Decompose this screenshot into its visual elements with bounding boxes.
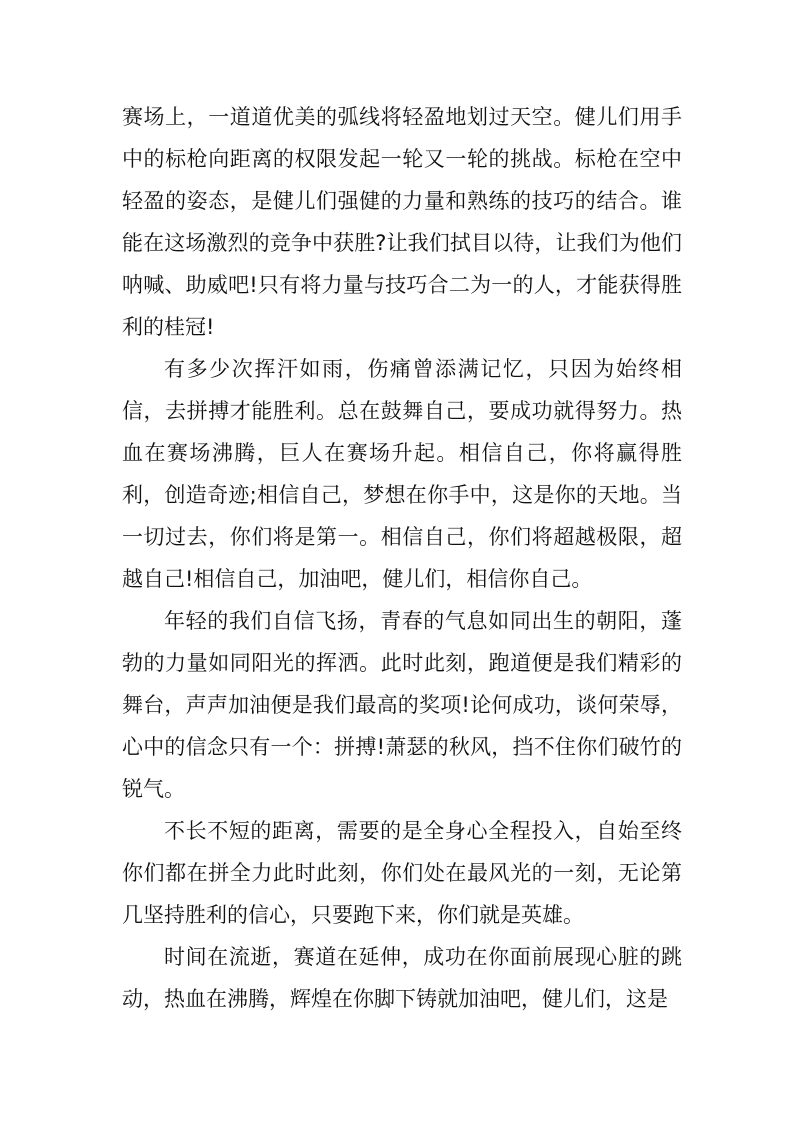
document-body	[122, 96, 682, 1020]
paragraph-time: 时间在流逝，赛道在延伸，成功在你面前展现心脏的跳动，热血在沸腾，辉煌在你脚下铸就加油吧，健儿们，这是	[122, 945, 682, 1011]
paragraph-youth: 年轻的我们自信飞扬，青春的气息如同出生的朝阳，蓬勃的力量如同阳光的挥洒。此时此刻，跑道便是我们精彩的舞台，声声加油便是我们最高的奖项!论何成功，谈何荣辱，心中的信念只有一个：拼搏!萧瑟的秋风，挡不住你们破竹的锐气。	[122, 609, 682, 801]
paragraph-believe-yourself: 有多少次挥汗如雨，伤痛曾添满记忆，只因为始终相信，去拼搏才能胜利。总在鼓舞自己，要成功就得努力。热血在赛场沸腾，巨人在赛场升起。相信自己，你将赢得胜利，创造奇迹;相信自己，梦想在你手中，这是你的天地。当一切过去，你们将是第一。相信自己，你们将超越极限，超越自己!相信自己，加油吧，健儿们，相信你自己。	[122, 357, 682, 591]
paragraph-distance: 不长不短的距离，需要的是全身心全程投入，自始至终你们都在拼全力此时此刻，你们处在最风光的一刻，无论第几坚持胜利的信心，只要跑下来，你们就是英雄。	[122, 819, 682, 927]
paragraph-javelin: 赛场上，一道道优美的弧线将轻盈地划过天空。健儿们用手中的标枪向距离的权限发起一轮又一轮的挑战。标枪在空中轻盈的姿态，是健儿们强健的力量和熟练的技巧的结合。谁能在这场激烈的竞争中获胜?让我们拭目以待，让我们为他们呐喊、助威吧!只有将力量与技巧合二为一的人，才能获得胜利的桂冠!	[122, 105, 682, 339]
